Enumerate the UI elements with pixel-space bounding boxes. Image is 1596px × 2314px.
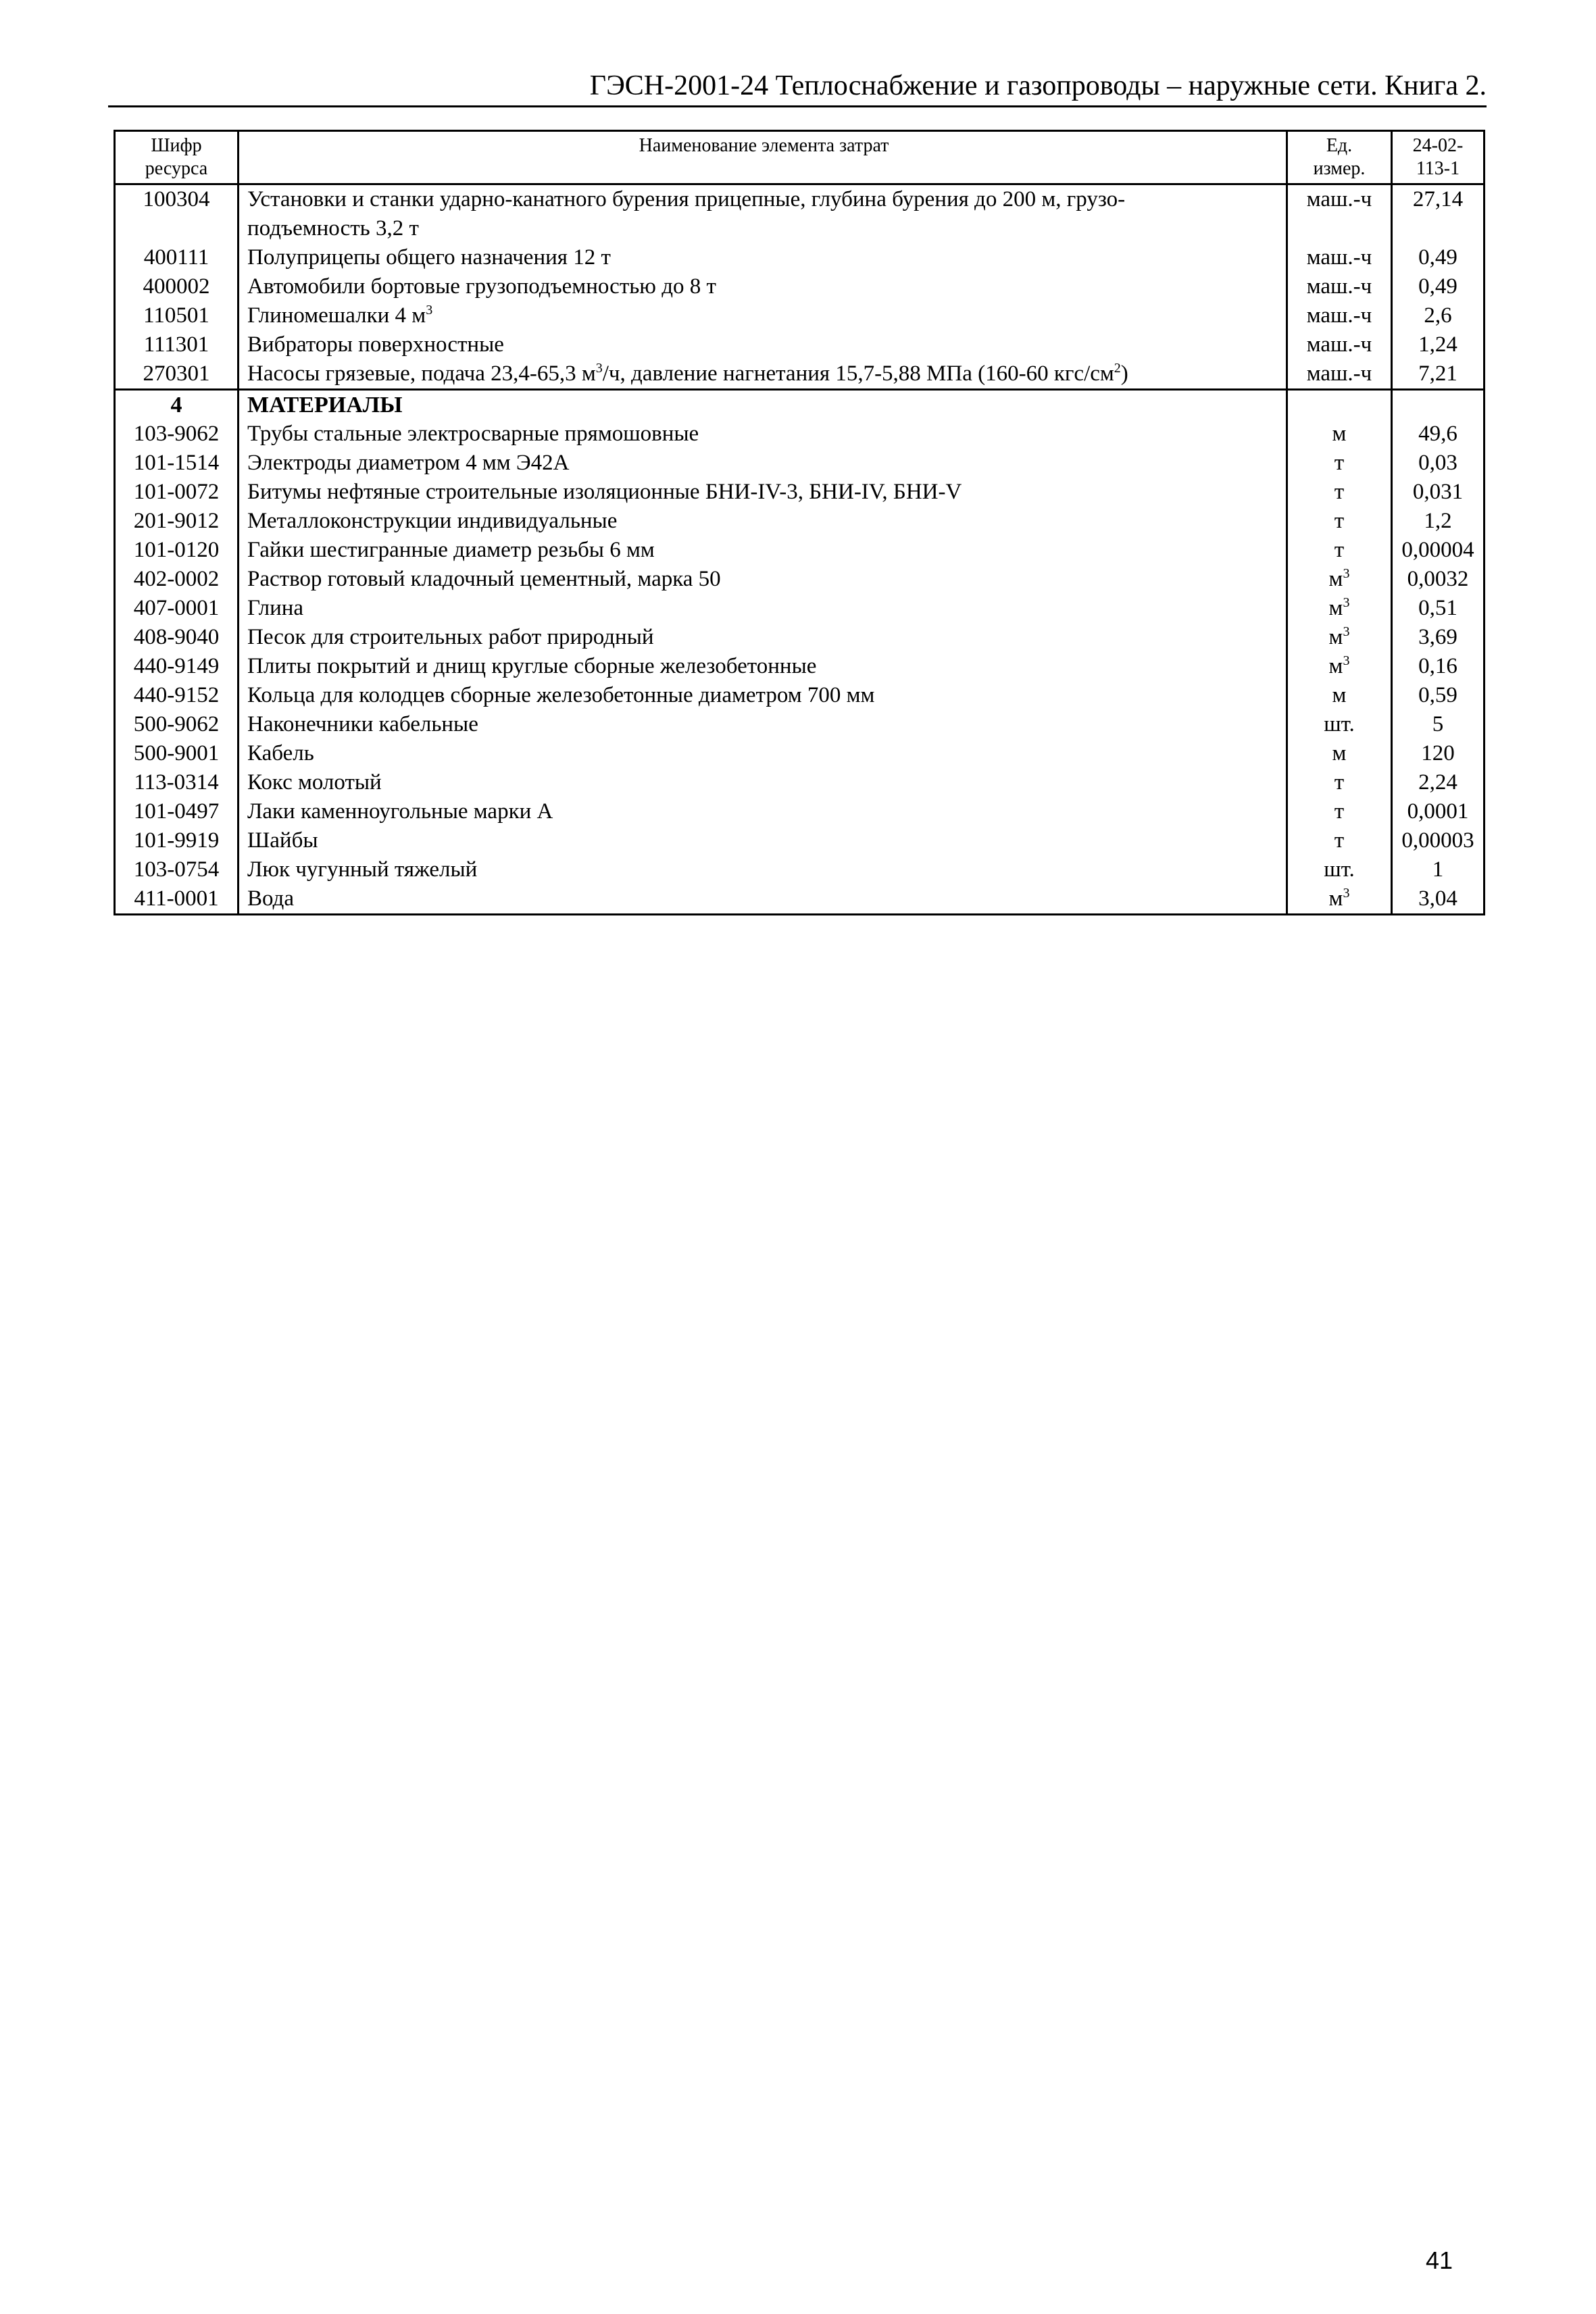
- resource-unit: т: [1287, 507, 1392, 536]
- table-row: [115, 710, 1485, 739]
- resource-unit: м: [1287, 420, 1392, 449]
- table-row: [115, 681, 1485, 710]
- resource-code: 407-0001: [115, 594, 239, 623]
- resource-name: Песок для строительных работ природный: [239, 623, 1287, 652]
- table-row: [115, 272, 1485, 301]
- column-header-unit: Ед. измер.: [1287, 131, 1392, 184]
- resource-name: Плиты покрытий и днищ круглые сборные железобетонные: [239, 652, 1287, 681]
- section-unit-empty: [1287, 390, 1392, 420]
- resource-code: 111301: [115, 330, 239, 359]
- resource-unit: маш.-ч: [1287, 330, 1392, 359]
- resource-unit: $м^3$: [1287, 652, 1392, 681]
- resource-unit: маш.-ч: [1287, 184, 1392, 244]
- resource-code: 270301: [115, 359, 239, 390]
- resource-name: Раствор готовый кладочный цементный, марка 50: [239, 565, 1287, 594]
- resource-value: 49,6: [1392, 420, 1485, 449]
- resource-value: 0,16: [1392, 652, 1485, 681]
- resource-name: Битумы нефтяные строительные изоляционные БНИ-IV-3, БНИ-IV, БНИ-V: [239, 478, 1287, 507]
- table-row: [115, 449, 1485, 478]
- materials-body: [115, 420, 1485, 915]
- resource-code: 101-1514: [115, 449, 239, 478]
- resource-name: Вода: [239, 884, 1287, 915]
- resource-code: 100304: [115, 184, 239, 244]
- resource-code: 411-0001: [115, 884, 239, 915]
- table-row: [115, 478, 1485, 507]
- resource-value: 0,49: [1392, 272, 1485, 301]
- table-row: [115, 797, 1485, 826]
- resource-value: 0,0032: [1392, 565, 1485, 594]
- table-header-row: [115, 131, 1485, 184]
- resource-name: Полуприцепы общего назначения 12 т: [239, 243, 1287, 272]
- resource-code: 101-0072: [115, 478, 239, 507]
- resource-unit: шт.: [1287, 710, 1392, 739]
- table-row: [115, 855, 1485, 884]
- resource-name: Люк чугунный тяжелый: [239, 855, 1287, 884]
- resource-name: Электроды диаметром 4 мм Э42А: [239, 449, 1287, 478]
- resource-unit: т: [1287, 768, 1392, 797]
- resource-code: 103-0754: [115, 855, 239, 884]
- table-row: [115, 739, 1485, 768]
- resource-name: Кабель: [239, 739, 1287, 768]
- table-row: [115, 301, 1485, 330]
- resource-value: 1: [1392, 855, 1485, 884]
- resource-code: 440-9149: [115, 652, 239, 681]
- resource-value: 5: [1392, 710, 1485, 739]
- resource-table: [114, 130, 1485, 915]
- resource-name: Глиномешалки 4 $м^3$: [239, 301, 1287, 330]
- resource-value: 0,031: [1392, 478, 1485, 507]
- resource-value: 0,51: [1392, 594, 1485, 623]
- resource-value: 1,24: [1392, 330, 1485, 359]
- resource-value: 0,00004: [1392, 536, 1485, 565]
- resource-name: Гайки шестигранные диаметр резьбы 6 мм: [239, 536, 1287, 565]
- resource-name: Металлоконструкции индивидуальные: [239, 507, 1287, 536]
- resource-name: Кольца для колодцев сборные железобетонные диаметром 700 мм: [239, 681, 1287, 710]
- resource-value: 0,00003: [1392, 826, 1485, 855]
- column-header-code: Шифр ресурса: [115, 131, 239, 184]
- page-number: 41: [1426, 2246, 1453, 2274]
- resource-name: Кокс молотый: [239, 768, 1287, 797]
- resource-unit: $м^3$: [1287, 594, 1392, 623]
- resource-unit: т: [1287, 478, 1392, 507]
- resource-name: Автомобили бортовые грузоподъемностью до 8 т: [239, 272, 1287, 301]
- section-code: 4: [115, 390, 239, 420]
- resource-code: 440-9152: [115, 681, 239, 710]
- resource-unit: маш.-ч: [1287, 359, 1392, 390]
- resource-unit: м: [1287, 739, 1392, 768]
- resource-value: 7,21: [1392, 359, 1485, 390]
- section-row: [115, 390, 1485, 420]
- table-row: [115, 359, 1485, 390]
- section-title: МАТЕРИАЛЫ: [239, 390, 1287, 420]
- resource-code: 500-9001: [115, 739, 239, 768]
- resource-unit: т: [1287, 797, 1392, 826]
- resource-code: 113-0314: [115, 768, 239, 797]
- table-row: [115, 623, 1485, 652]
- resource-code: 201-9012: [115, 507, 239, 536]
- resource-code: 101-0497: [115, 797, 239, 826]
- column-header-value: 24-02- 113-1: [1392, 131, 1485, 184]
- running-header: ГЭСН-2001-24 Теплоснабжение и газопроводы – наружные сети. Книга 2.: [108, 68, 1487, 107]
- table-row: [115, 243, 1485, 272]
- resource-value: 3,04: [1392, 884, 1485, 915]
- resource-unit: маш.-ч: [1287, 272, 1392, 301]
- resource-value: 0,0001: [1392, 797, 1485, 826]
- resource-unit: т: [1287, 826, 1392, 855]
- resource-code: 101-9919: [115, 826, 239, 855]
- resource-value: 0,59: [1392, 681, 1485, 710]
- table-row: [115, 652, 1485, 681]
- resource-code: 103-9062: [115, 420, 239, 449]
- resource-name: Глина: [239, 594, 1287, 623]
- resource-value: 1,2: [1392, 507, 1485, 536]
- resource-unit: маш.-ч: [1287, 301, 1392, 330]
- resource-unit: $м^3$: [1287, 565, 1392, 594]
- resource-name: Шайбы: [239, 826, 1287, 855]
- resource-code: 500-9062: [115, 710, 239, 739]
- table-row: [115, 594, 1485, 623]
- table-row: [115, 184, 1485, 244]
- resource-unit: $м^3$: [1287, 623, 1392, 652]
- column-header-name: Наименование элемента затрат: [239, 131, 1287, 184]
- resource-unit: т: [1287, 536, 1392, 565]
- resource-name: Наконечники кабельные: [239, 710, 1287, 739]
- resource-unit: маш.-ч: [1287, 243, 1392, 272]
- resource-value: 0,03: [1392, 449, 1485, 478]
- resource-code: 400002: [115, 272, 239, 301]
- table-row: [115, 884, 1485, 915]
- resource-name: Трубы стальные электросварные прямошовные: [239, 420, 1287, 449]
- resource-name: Насосы грязевые, подача 23,4-65,3 $м^3/ч$, давление нагнетания 15,7-5,88 МПа (160-60 кгс/$см^2$): [239, 359, 1287, 390]
- table-row: [115, 826, 1485, 855]
- resource-value: 27,14: [1392, 184, 1485, 244]
- resource-code: 400111: [115, 243, 239, 272]
- resource-unit: м: [1287, 681, 1392, 710]
- resource-unit: шт.: [1287, 855, 1392, 884]
- table-row: [115, 507, 1485, 536]
- resource-code: 402-0002: [115, 565, 239, 594]
- resource-value: 2,6: [1392, 301, 1485, 330]
- section-value-empty: [1392, 390, 1485, 420]
- resource-code: 408-9040: [115, 623, 239, 652]
- resource-code: 110501: [115, 301, 239, 330]
- resource-value: 120: [1392, 739, 1485, 768]
- resource-value: 3,69: [1392, 623, 1485, 652]
- resource-value: 0,49: [1392, 243, 1485, 272]
- table-row: [115, 768, 1485, 797]
- resource-unit: т: [1287, 449, 1392, 478]
- resource-value: 2,24: [1392, 768, 1485, 797]
- table-row: [115, 536, 1485, 565]
- resource-name: Установки и станки ударно-канатного бурения прицепные, глубина бурения до 200 м, грузо- подъемность 3,2 т: [239, 184, 1287, 244]
- table-row: [115, 330, 1485, 359]
- table-row: [115, 565, 1485, 594]
- resource-name: Лаки каменноугольные марки А: [239, 797, 1287, 826]
- resource-name: Вибраторы поверхностные: [239, 330, 1287, 359]
- resource-code: 101-0120: [115, 536, 239, 565]
- table-row: [115, 420, 1485, 449]
- resource-unit: $м^3$: [1287, 884, 1392, 915]
